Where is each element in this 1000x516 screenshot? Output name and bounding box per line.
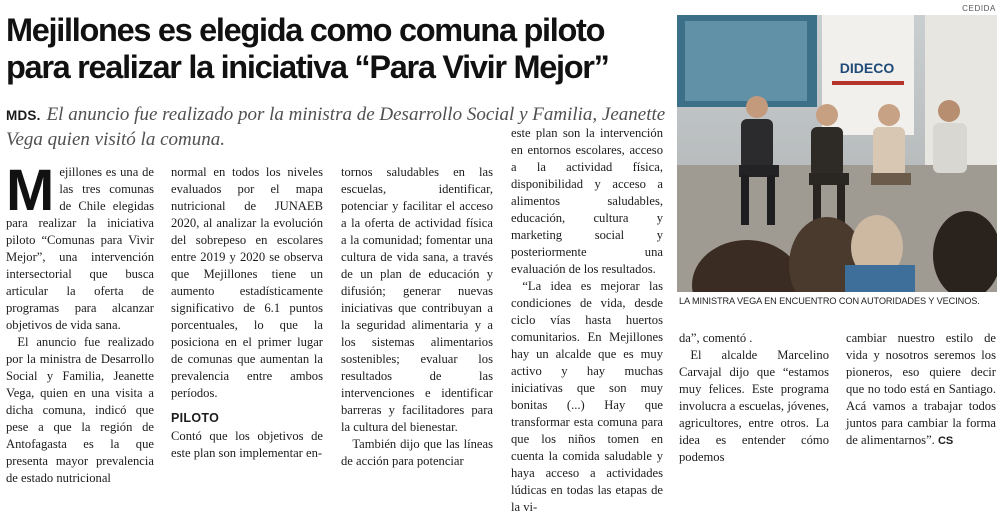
paragraph: El alcalde Marcelino Carvajal dijo que “estamos muy felices. Este programa involucra a escuelas, jóvenes, agricultores, entre otros. La idea es entender cómo podemos <box>679 348 829 464</box>
paragraph <box>6 158 154 334</box>
body-column-4 <box>511 125 663 516</box>
paragraph-text: ejillones es una de las tres comunas de Chile elegidas para realizar la iniciativa piloto “Comunas para Vivir Mejor”, una intervención intersectorial que busca articular la oferta de programas para alcanzar objetivos de vida sana. <box>6 165 154 332</box>
paragraph: da”, comentó . <box>679 331 753 345</box>
body-column-2 <box>171 164 323 462</box>
paragraph: normal en todos los niveles evaluados por el mapa nutricional de JUNAEB 2020, al analizar la evolución del sobrepeso en escolares entre 2019 y 2020 se observa que Mejillones tiene un aumento estadísticamente significativo de 6.1 puntos porcentuales, lo que la posiciona en el primer lugar de comunas que aumentan la prevalencia entre ambos períodos. <box>171 165 323 400</box>
body-column-5 <box>679 330 829 466</box>
subheading: PILOTO <box>171 411 220 425</box>
headline-line-2: para realizar la iniciativa “Para Vivir Mejor” <box>6 49 609 85</box>
drop-cap: M <box>6 158 55 223</box>
paragraph: Contó que los objetivos de este plan son implementar en- <box>171 429 323 460</box>
body-column-1 <box>6 158 154 487</box>
lead-text: El anuncio fue realizado por la ministra de Desarrollo Social y Familia, Jeanette Vega quien visitó la comuna. <box>6 104 666 150</box>
headline-line-1: Mejillones es elegida como comuna piloto <box>6 12 605 48</box>
paragraph: El anuncio fue realizado por la ministra de Desarrollo Social y Familia, Jeanette Vega, quien en una visita a dicha comuna, indicó que pese a que la región de Antofagasta es la que presenta mayor prevalencia de estado nutricional <box>6 335 154 485</box>
news-photo <box>677 15 997 292</box>
end-mark: CS <box>937 435 954 447</box>
paragraph: “La idea es mejorar las condiciones de vida, desde ciclo vías hasta huertos comunitarios. En Mejillones hay un alcalde que es muy activo y hay muchas iniciativas que son muy bonitas (...) Hay que transformar esta comuna para que los niños tomen en cuenta la comida saludable y haya acceso a actividades lúdicas en todas las etapas de la vi- <box>511 279 663 514</box>
section-tag: MDS. <box>6 108 41 123</box>
paragraph: este plan son la intervención en entornos escolares, acceso a la actividad física, disponibilidad y acceso a alimentos saludables, educación, cultura y marketing social y posteriormente una evaluación de los resultados. <box>511 126 663 276</box>
paragraph: tornos saludables en las escuelas, identificar, potenciar y facilitar el acceso a la oferta de actividad física a la comunidad; fomentar una cultura de vida sana, a través de un plan de educación y difusión; generar nuevas iniciativas que contribuyan a la seguridad alimentaria y a los sistemas alimentarios sostenibles; evaluar los resultados de las intervenciones e identificar barreras y facilitadores para la cultura del bienestar. <box>341 165 493 434</box>
photo-credit: CEDIDA <box>962 4 996 13</box>
meeting-photo-illustration <box>677 15 997 292</box>
body-column-6 <box>846 330 996 450</box>
headline <box>6 12 671 86</box>
banner-text: DIDECO <box>839 60 895 76</box>
paragraph: También dijo que las líneas de acción para potenciar <box>341 437 493 468</box>
body-column-3 <box>341 164 493 470</box>
paragraph <box>846 330 996 450</box>
paragraph-text: cambiar nuestro estilo de vida y nosotros seremos los pioneros, eso quiere decir que no todo está en Santiago. Acá vamos a trabajar todos juntos para cambiar la forma de alimentarnos”. <box>846 331 996 447</box>
photo-caption: LA MINISTRA VEGA EN ENCUENTRO CON AUTORIDADES Y VECINOS. <box>679 296 980 306</box>
